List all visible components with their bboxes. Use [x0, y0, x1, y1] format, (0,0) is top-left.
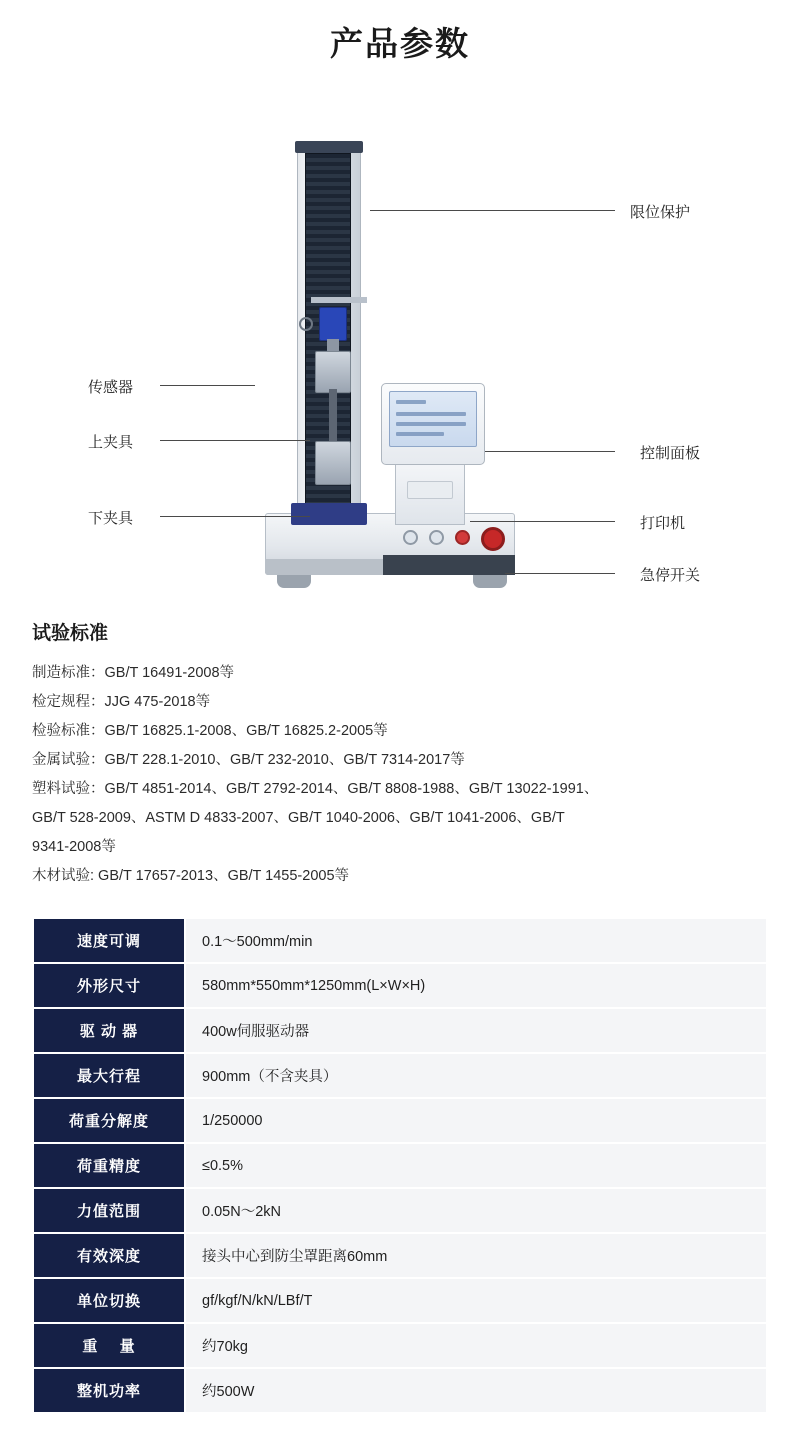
spec-key: 整机功率 [33, 1368, 185, 1413]
spec-value: ≤0.5% [185, 1143, 767, 1188]
standards-heading: 试验标准 [32, 623, 109, 644]
table-row [33, 1008, 767, 1053]
emergency-stop-button [481, 527, 505, 551]
machine-foot-left [277, 575, 311, 588]
spec-key: 外形尺寸 [33, 963, 185, 1008]
upper-grip [315, 351, 351, 393]
power-switch [403, 530, 418, 545]
table-row [33, 1233, 767, 1278]
table-row [33, 1098, 767, 1143]
spec-value: 约70kg [185, 1323, 767, 1368]
leader-sensor [160, 385, 255, 386]
test-specimen [329, 389, 337, 445]
table-row [33, 963, 767, 1008]
table-row [33, 1278, 767, 1323]
page-title: 产品参数 [330, 25, 470, 62]
callout-control-panel: 控制面板 [640, 445, 701, 462]
spec-value: 580mm*550mm*1250mm(L×W×H) [185, 963, 767, 1008]
leader-limit-protection [370, 210, 615, 211]
standards-line: 塑料试验：GB/T 4851-2014、GB/T 2792-2014、GB/T 8808-1988、GB/T 13022-1991、 [32, 781, 599, 797]
leader-control-panel [485, 451, 615, 452]
spec-key: 荷重分解度 [33, 1098, 185, 1143]
spec-key: 有效深度 [33, 1233, 185, 1278]
standards-line: 9341-2008等 [32, 839, 116, 855]
spec-value: 900mm（不含夹具） [185, 1053, 767, 1098]
leader-printer [470, 521, 615, 522]
spec-value: 0.05N～2kN [185, 1188, 767, 1233]
spec-key: 最大行程 [33, 1053, 185, 1098]
machine-column-cap [295, 141, 363, 153]
table-row [33, 1368, 767, 1413]
table-row [33, 1188, 767, 1233]
testing-machine-illustration [255, 83, 525, 663]
spec-table [32, 917, 768, 1414]
machine-column-base [291, 503, 367, 525]
spec-value: 1/250000 [185, 1098, 767, 1143]
control-panel-screen [389, 391, 477, 447]
spec-key: 力值范围 [33, 1188, 185, 1233]
callout-lower-grip: 下夹具 [88, 510, 134, 527]
spec-value: 400w伺服驱动器 [185, 1008, 767, 1053]
table-row [33, 918, 767, 963]
spec-key: 重 量 [33, 1323, 185, 1368]
standards-line: 检定规程：JJG 475-2018等 [32, 694, 211, 710]
leader-emergency-stop [505, 573, 615, 574]
callout-emergency-stop: 急停开关 [640, 567, 701, 584]
standards-line: 检验标准：GB/T 16825.1-2008、GB/T 16825.2-2005等 [32, 723, 388, 739]
standards-line: 金属试验：GB/T 228.1-2010、GB/T 232-2010、GB/T 7314-2017等 [32, 752, 465, 768]
spec-value: 0.1～500mm/min [185, 918, 767, 963]
table-row [33, 1143, 767, 1188]
spec-key: 速度可调 [33, 918, 185, 963]
run-switch [429, 530, 444, 545]
adjust-knob-icon [299, 317, 313, 331]
product-diagram [0, 73, 800, 618]
limit-protection-bar [311, 297, 367, 303]
standards-line: 木材试验: GB/T 17657-2013、GB/T 1455-2005等 [32, 868, 350, 884]
spec-value: gf/kgf/N/kN/LBf/T [185, 1278, 767, 1323]
printer-slot [407, 481, 453, 499]
table-row [33, 1053, 767, 1098]
indicator-lamp [455, 530, 470, 545]
table-row [33, 1323, 767, 1368]
lower-grip [315, 441, 351, 485]
callout-printer: 打印机 [640, 515, 686, 532]
leader-lower-grip [160, 516, 310, 517]
callout-upper-grip: 上夹具 [88, 434, 134, 451]
machine-foot-right [473, 575, 507, 588]
spec-value: 接头中心到防尘罩距离60mm [185, 1233, 767, 1278]
load-sensor [319, 307, 347, 341]
leader-upper-grip [160, 440, 310, 441]
callout-sensor: 传感器 [88, 379, 134, 396]
machine-button-row [403, 530, 503, 550]
spec-value: 约500W [185, 1368, 767, 1413]
spec-key: 荷重精度 [33, 1143, 185, 1188]
standards-line: GB/T 528-2009、ASTM D 4833-2007、GB/T 1040-2006、GB/T 1041-2006、GB/T [32, 810, 565, 826]
callout-limit-protection: 限位保护 [630, 204, 691, 221]
spec-key: 单位切换 [33, 1278, 185, 1323]
spec-key: 驱 动 器 [33, 1008, 185, 1053]
standards-line: 制造标准：GB/T 16491-2008等 [32, 665, 235, 681]
base-front-strip [383, 555, 515, 575]
